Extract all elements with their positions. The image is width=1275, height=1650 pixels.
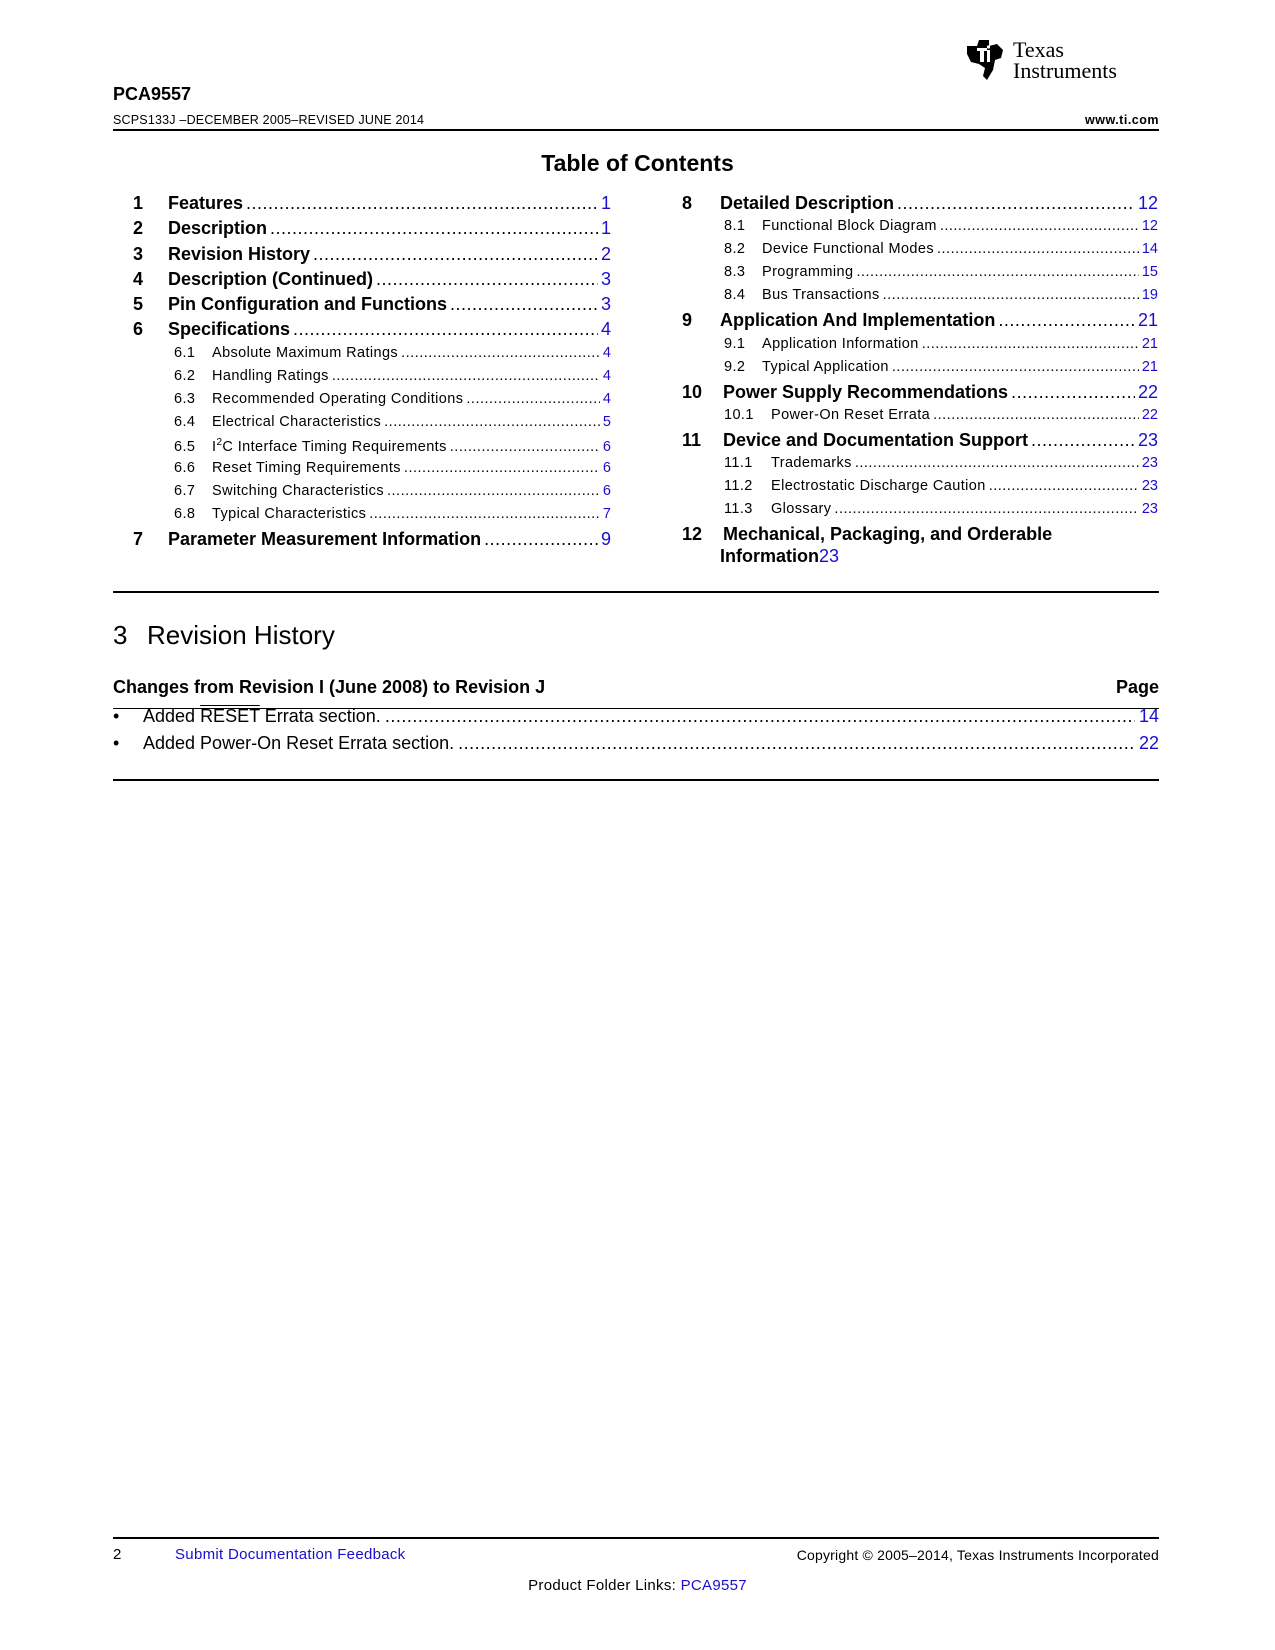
toc-subentry[interactable] xyxy=(682,264,1158,287)
change-label: Added RESET Errata section. xyxy=(143,706,381,726)
toc-entry-label-line1: 12 Mechanical, Packaging, and Orderable xyxy=(682,524,1053,545)
change-page-link[interactable]: 22 xyxy=(1138,733,1159,753)
toc-right-column xyxy=(682,193,1158,574)
leader-dots xyxy=(293,319,598,340)
toc-subentry[interactable] xyxy=(133,460,611,483)
toc-entry-label: Typical Characteristics xyxy=(212,505,367,522)
toc-entry-label: Typical Application xyxy=(762,358,889,375)
toc-entry[interactable] xyxy=(133,244,611,269)
leader-dots xyxy=(892,359,1139,375)
leader-dots xyxy=(450,294,598,315)
page-number: 2 xyxy=(113,1546,122,1563)
toc-entry-label: Description xyxy=(168,218,268,239)
toc-entry[interactable] xyxy=(682,193,1158,218)
toc-entry[interactable] xyxy=(133,218,611,243)
leader-dots xyxy=(384,414,600,430)
copyright: Copyright © 2005–2014, Texas Instruments Incorporated xyxy=(796,1547,1159,1563)
toc-entry-number: 8 xyxy=(682,193,693,213)
toc-subentry[interactable] xyxy=(682,218,1158,241)
leader-dots xyxy=(940,218,1139,234)
section-number: 3 xyxy=(113,620,128,650)
logo-line2: Instruments xyxy=(1013,58,1117,83)
toc-page-link[interactable]: 5 xyxy=(602,413,611,430)
toc-page-link[interactable]: 21 xyxy=(1137,310,1158,331)
toc-subentry[interactable] xyxy=(682,241,1158,264)
toc-page-link[interactable]: 6 xyxy=(602,482,611,499)
toc-entry-number: 11 xyxy=(682,429,702,450)
leader-dots xyxy=(998,310,1135,331)
leader-dots xyxy=(376,269,598,290)
toc-entry-number: 6.5 xyxy=(174,438,196,455)
toc-entry-number: 2 xyxy=(133,218,144,239)
toc-page-link[interactable]: 22 xyxy=(1141,406,1158,423)
toc-page-link[interactable]: 12 xyxy=(1137,193,1158,213)
toc-entry-label: Revision History xyxy=(168,243,311,264)
toc-entry-label: Device Functional Modes xyxy=(762,241,934,258)
section-divider xyxy=(113,591,1159,593)
toc-entry-label: Pin Configuration and Functions xyxy=(168,294,447,315)
leader-dots xyxy=(922,336,1139,352)
toc-entry-number: 8.2 xyxy=(724,241,746,258)
toc-entry-label: Device and Documentation Support xyxy=(723,429,1029,450)
toc-subentry[interactable] xyxy=(133,506,611,529)
toc-entry-label: Bus Transactions xyxy=(762,287,880,304)
toc-entry-number: 6 xyxy=(133,319,144,340)
toc-entry[interactable] xyxy=(682,310,1158,335)
toc-entry[interactable] xyxy=(682,382,1158,407)
toc-entry-label-line2: Information xyxy=(720,546,819,567)
product-links-label: Product Folder Links: xyxy=(528,1577,677,1594)
toc-entry-number: 11.2 xyxy=(724,478,753,495)
toc-page-link[interactable]: 23 xyxy=(819,546,840,567)
bullet: • xyxy=(113,706,120,726)
product-folder-links xyxy=(0,1577,1275,1594)
toc-entry[interactable] xyxy=(682,430,1158,455)
toc-subentry[interactable] xyxy=(133,345,611,368)
leader-dots xyxy=(989,478,1139,494)
leader-dots xyxy=(313,244,598,265)
leader-dots xyxy=(385,706,1135,727)
toc-entry-label: Parameter Measurement Information xyxy=(168,528,482,549)
changes-header xyxy=(113,677,1159,698)
toc-entry-number: 6.1 xyxy=(174,344,196,361)
toc-entry[interactable] xyxy=(133,269,611,294)
toc-page-link[interactable]: 3 xyxy=(600,294,611,315)
toc-entry-label: Application Information xyxy=(762,335,919,352)
toc-entry-label: Electrical Characteristics xyxy=(212,413,382,430)
toc-subentry[interactable] xyxy=(682,501,1158,524)
toc-page-link[interactable]: 9 xyxy=(600,528,611,549)
toc-entry-number: 8.1 xyxy=(724,218,746,235)
toc-entry-number: 6.2 xyxy=(174,367,196,384)
toc-subentry[interactable] xyxy=(682,359,1158,382)
toc-page-link[interactable]: 23 xyxy=(1141,478,1158,495)
leader-dots xyxy=(1031,430,1135,451)
toc-entry-label: Power-On Reset Errata xyxy=(771,406,931,423)
toc-subentry[interactable] xyxy=(682,478,1158,501)
toc-entry-label: Switching Characteristics xyxy=(212,482,384,499)
header-divider xyxy=(113,129,1159,131)
leader-dots xyxy=(937,241,1139,257)
toc-entry-label: Specifications xyxy=(168,319,291,340)
feedback-link[interactable]: Submit Documentation Feedback xyxy=(175,1546,406,1563)
toc-subentry[interactable] xyxy=(133,483,611,506)
toc-entry-label: Recommended Operating Conditions xyxy=(212,390,464,407)
toc-entry-number: 7 xyxy=(133,528,144,549)
changes-end-divider xyxy=(113,779,1159,781)
leader-dots xyxy=(883,287,1139,303)
leader-dots xyxy=(401,345,600,361)
leader-dots xyxy=(387,483,600,499)
toc-page-link[interactable]: 3 xyxy=(600,268,611,289)
toc-page-link[interactable]: 12 xyxy=(1141,218,1158,235)
leader-dots xyxy=(332,368,600,384)
toc-page-link[interactable]: 4 xyxy=(602,344,611,361)
leader-dots xyxy=(897,193,1135,214)
toc-entry-label: Handling Ratings xyxy=(212,367,329,384)
toc-page-link[interactable]: 1 xyxy=(600,218,611,239)
toc-entry[interactable] xyxy=(133,529,611,554)
toc-entry-label: Application And Implementation xyxy=(720,310,996,331)
change-item[interactable] xyxy=(113,733,1159,754)
toc-entry-label: Reset Timing Requirements xyxy=(212,459,401,476)
toc-entry-number: 1 xyxy=(133,193,144,213)
bullet: • xyxy=(113,733,120,753)
toc-entry-label: Power Supply Recommendations xyxy=(723,381,1009,402)
toc-entry-number: 12 xyxy=(682,524,703,545)
toc-entry[interactable] xyxy=(133,193,611,218)
leader-dots xyxy=(484,529,598,550)
change-item[interactable] xyxy=(113,706,1159,727)
ti-logo-icon xyxy=(963,36,1009,82)
toc-page-link[interactable]: 2 xyxy=(600,243,611,264)
toc-entry-label: Glossary xyxy=(771,501,832,518)
toc-page-link[interactable]: 21 xyxy=(1141,335,1158,352)
toc-page-link[interactable]: 21 xyxy=(1141,358,1158,375)
toc-entry[interactable] xyxy=(133,319,611,344)
toc-entry-number: 6.6 xyxy=(174,459,196,476)
toc-subentry[interactable] xyxy=(682,336,1158,359)
toc-page-link[interactable]: 22 xyxy=(1137,381,1158,402)
toc-entry-number: 6.4 xyxy=(174,413,196,430)
toc-entry-number: 10.1 xyxy=(724,406,754,423)
toc-page-link[interactable]: 14 xyxy=(1141,241,1158,258)
ti-logo xyxy=(963,36,1159,84)
page-heading: Page xyxy=(1115,677,1159,697)
leader-dots xyxy=(834,501,1138,517)
leader-dots xyxy=(856,264,1138,280)
toc-entry-number: 6.3 xyxy=(174,390,196,407)
website[interactable]: www.ti.com xyxy=(1085,113,1159,127)
toc-page-link[interactable]: 23 xyxy=(1141,455,1158,472)
leader-dots xyxy=(458,733,1135,754)
leader-dots xyxy=(450,439,600,455)
leader-dots xyxy=(1011,382,1135,403)
toc-subentry[interactable] xyxy=(133,368,611,391)
toc-entry-label: Electrostatic Discharge Caution xyxy=(771,478,986,495)
document-id-line: SCPS133J –DECEMBER 2005–REVISED JUNE 2014 xyxy=(113,113,425,127)
leader-dots xyxy=(369,506,600,522)
toc-page-link[interactable]: 6 xyxy=(602,438,611,455)
toc-subentry[interactable] xyxy=(133,391,611,414)
leader-dots xyxy=(246,193,598,214)
toc-entry-label: Description (Continued) xyxy=(168,268,373,289)
toc-entry-number: 6.7 xyxy=(174,482,196,499)
part-number: PCA9557 xyxy=(113,84,192,104)
toc-entry-number: 9.1 xyxy=(724,335,746,352)
toc-page-link[interactable]: 15 xyxy=(1141,264,1158,281)
toc-entry-number: 11.1 xyxy=(724,455,753,472)
section-title: Revision History xyxy=(147,620,335,650)
toc-entry[interactable] xyxy=(682,524,1158,574)
leader-dots xyxy=(466,391,600,407)
logo-line1: Texas xyxy=(1013,37,1064,62)
leader-dots xyxy=(933,407,1139,423)
toc-entry[interactable] xyxy=(133,294,611,319)
toc-entry-number: 10 xyxy=(682,381,703,402)
toc-subentry[interactable] xyxy=(682,455,1158,478)
toc-entry-label: Absolute Maximum Ratings xyxy=(212,344,399,361)
change-page-link[interactable]: 14 xyxy=(1138,706,1159,726)
toc-entry-number: 4 xyxy=(133,268,144,289)
toc-page-link[interactable]: 4 xyxy=(600,319,611,340)
toc-page-link[interactable]: 7 xyxy=(602,505,611,522)
toc-entry-number: 8.4 xyxy=(724,287,746,304)
toc-entry-label: Programming xyxy=(762,264,854,281)
toc-entry-number: 3 xyxy=(133,243,144,264)
toc-page-link[interactable]: 6 xyxy=(602,459,611,476)
toc-entry-number: 5 xyxy=(133,294,144,315)
change-label: Added Power-On Reset Errata section. xyxy=(143,733,455,753)
leader-dots xyxy=(404,460,600,476)
toc-left-column xyxy=(133,193,611,554)
toc-entry-label: $I^2C$ Interface Timing Requirements xyxy=(212,436,447,455)
toc-page-link[interactable]: 23 xyxy=(1141,501,1158,518)
toc-entry-number: 8.3 xyxy=(724,264,746,281)
toc-subentry[interactable] xyxy=(682,407,1158,430)
toc-entry-number: 11.3 xyxy=(724,501,753,518)
toc-entry-number: 9.2 xyxy=(724,358,746,375)
section-heading xyxy=(113,620,335,651)
product-link[interactable]: PCA9557 xyxy=(680,1577,747,1594)
toc-entry-label: Detailed Description xyxy=(720,193,895,213)
toc-page-link[interactable]: 1 xyxy=(600,193,611,213)
toc-page-link[interactable]: 23 xyxy=(1137,429,1158,450)
toc-page-link[interactable]: 4 xyxy=(602,390,611,407)
toc-title: Table of Contents xyxy=(541,150,734,176)
toc-subentry[interactable] xyxy=(682,287,1158,310)
toc-entry-number: 9 xyxy=(682,310,693,331)
toc-entry-label: Features xyxy=(168,193,244,213)
changes-heading: Changes from Revision I (June 2008) to Revision J xyxy=(113,677,546,697)
toc-subentry[interactable] xyxy=(133,437,611,460)
toc-entry-number: 6.8 xyxy=(174,505,196,522)
toc-entry-label: Functional Block Diagram xyxy=(762,218,937,235)
toc-page-link[interactable]: 4 xyxy=(602,367,611,384)
footer-divider xyxy=(113,1537,1159,1539)
leader-dots xyxy=(855,455,1139,471)
toc-page-link[interactable]: 19 xyxy=(1141,287,1158,304)
leader-dots xyxy=(270,218,598,239)
toc-entry-label: Trademarks xyxy=(771,455,852,472)
toc-subentry[interactable] xyxy=(133,414,611,437)
